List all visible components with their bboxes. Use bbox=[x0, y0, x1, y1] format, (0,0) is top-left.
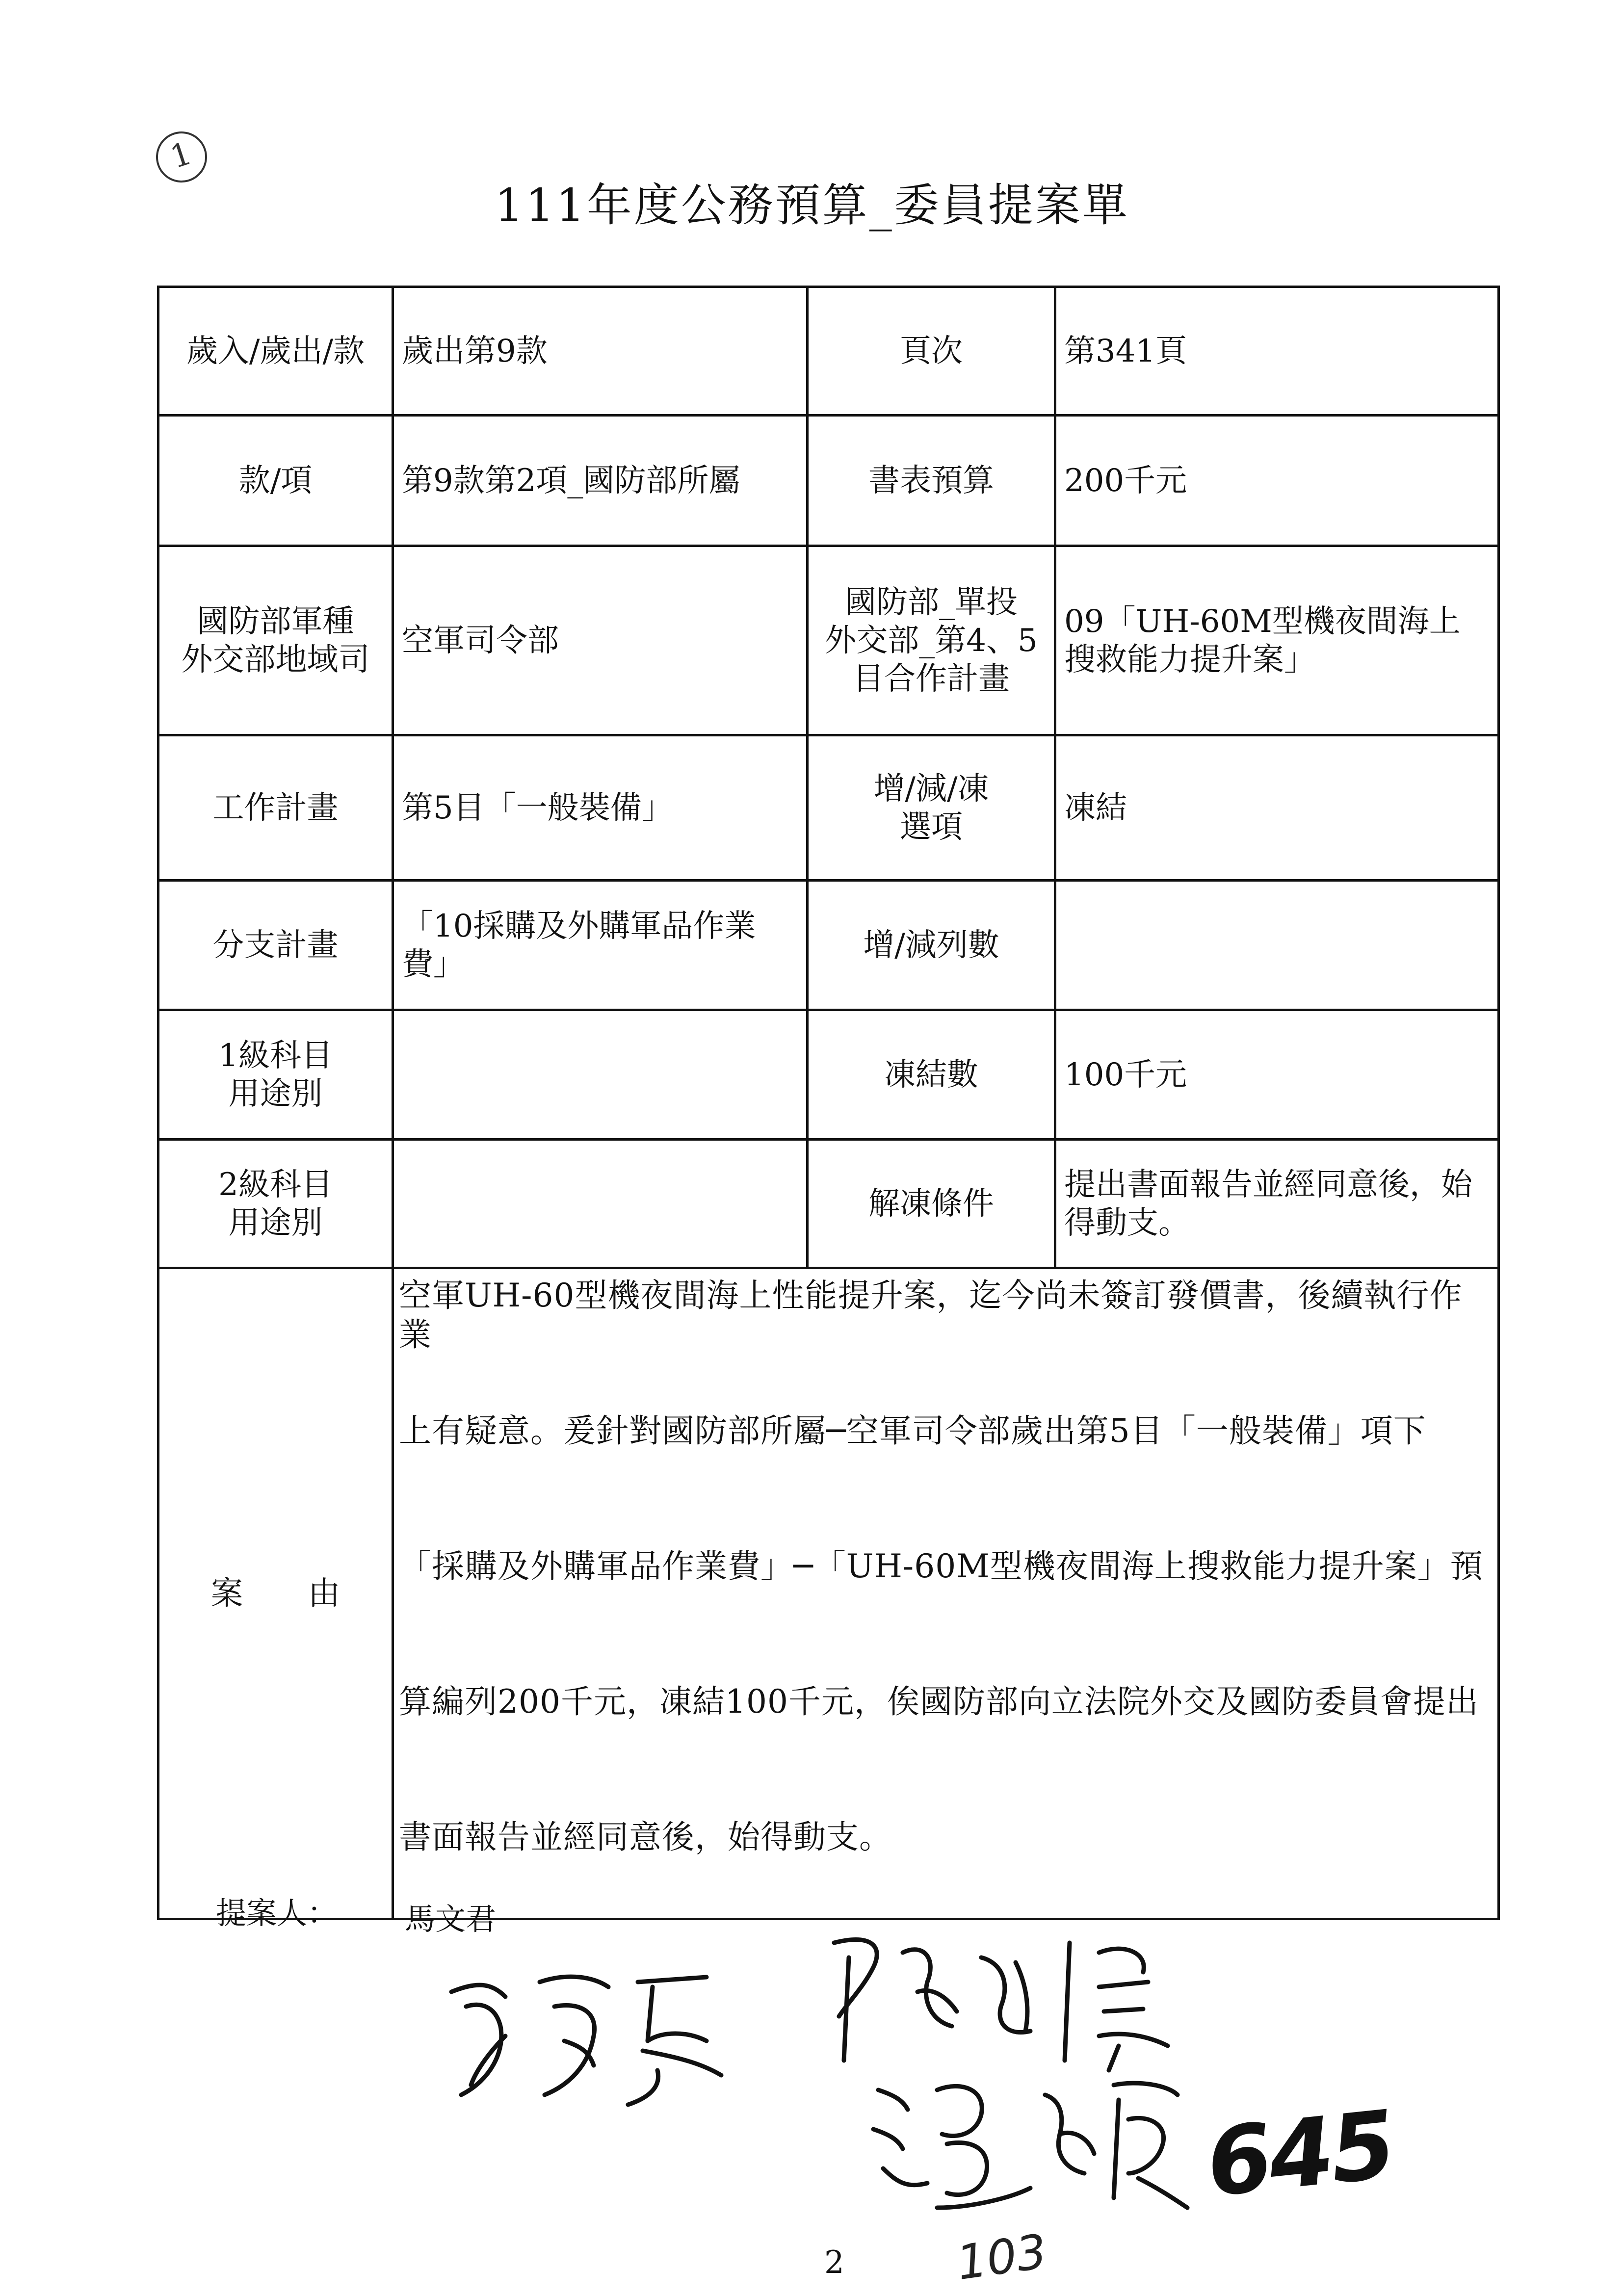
value-cell: 歲出第9款 bbox=[393, 287, 808, 416]
label-cell: 書表預算 bbox=[808, 416, 1055, 546]
label-cell: 增/減列數 bbox=[808, 881, 1055, 1010]
label-cell: 1級科目 用途別 bbox=[158, 1010, 393, 1140]
label-cell: 頁次 bbox=[808, 287, 1055, 416]
value-cell: 第5目「一般裝備」 bbox=[393, 735, 808, 881]
table-row bbox=[158, 1140, 1499, 1268]
reason-line: 上有疑意。爰針對國防部所屬─空軍司令部歲出第5目「一般裝備」項下 bbox=[399, 1412, 1426, 1450]
label-cell: 歲入/歲出/款 bbox=[158, 287, 393, 416]
label-cell: 增/減/凍 選項 bbox=[808, 735, 1055, 881]
handwritten-note-number: 103 bbox=[953, 2223, 1050, 2291]
signature-1 bbox=[432, 1953, 746, 2119]
label-cell: 凍結數 bbox=[808, 1010, 1055, 1140]
value-cell bbox=[393, 1140, 808, 1268]
value-cell: 空軍司令部 bbox=[393, 546, 808, 735]
circled-number-mark: 1 bbox=[149, 125, 213, 189]
value-cell bbox=[1055, 881, 1499, 1010]
reason-text-cell bbox=[393, 1268, 1499, 1919]
label-cell: 解凍條件 bbox=[808, 1140, 1055, 1268]
value-cell: 「10採購及外購軍品作業費」 bbox=[393, 881, 808, 1010]
proposal-form-table bbox=[157, 286, 1500, 1920]
label-cell: 分支計畫 bbox=[158, 881, 393, 1010]
table-row bbox=[158, 287, 1499, 416]
reason-line: 算編列200千元，凍結100千元，俟國防部向立法院外交及國防委員會提出 bbox=[399, 1683, 1479, 1721]
value-cell: 100千元 bbox=[1055, 1010, 1499, 1140]
label-cell: 2級科目 用途別 bbox=[158, 1140, 393, 1268]
reason-line: 「採購及外購軍品作業費」─「UH-60M型機夜間海上搜救能力提升案」預 bbox=[399, 1547, 1483, 1585]
label-cell: 款/項 bbox=[158, 416, 393, 546]
proposer-name: 馬文君 bbox=[405, 1901, 497, 1937]
reason-line: 書面報告並經同意後，始得動支。 bbox=[399, 1818, 892, 1856]
value-cell: 09「UH-60M型機夜間海上搜救能力提升案」 bbox=[1055, 546, 1499, 735]
value-cell: 200千元 bbox=[1055, 416, 1499, 546]
value-cell bbox=[393, 1010, 808, 1140]
reason-row bbox=[158, 1268, 1499, 1919]
table-row bbox=[158, 416, 1499, 546]
value-cell: 第9款第2項_國防部所屬 bbox=[393, 416, 808, 546]
table-row bbox=[158, 1010, 1499, 1140]
signature-3 bbox=[864, 2061, 1197, 2237]
value-cell: 第341頁 bbox=[1055, 287, 1499, 416]
value-cell: 提出書面報告並經同意後，始得動支。 bbox=[1055, 1140, 1499, 1268]
table-row bbox=[158, 546, 1499, 735]
handwritten-page-number: 645 bbox=[1202, 2090, 1398, 2218]
label-cell: 工作計畫 bbox=[158, 735, 393, 881]
label-cell: 國防部軍種 外交部地域司 bbox=[158, 546, 393, 735]
page-number: 2 bbox=[824, 2244, 844, 2281]
table-row bbox=[158, 735, 1499, 881]
page-title: 111年度公務預算_委員提案單 bbox=[495, 179, 1129, 232]
value-cell: 凍結 bbox=[1055, 735, 1499, 881]
reason-label: 案 由 bbox=[158, 1268, 393, 1919]
label-cell: 國防部_單投 外交部_第4、5 目合作計畫 bbox=[808, 546, 1055, 735]
proposer-label: 提案人： bbox=[216, 1895, 338, 1931]
table-row bbox=[158, 881, 1499, 1010]
reason-line: 空軍UH-60型機夜間海上性能提升案，迄今尚未簽訂發價書，後續執行作業 bbox=[399, 1277, 1463, 1354]
